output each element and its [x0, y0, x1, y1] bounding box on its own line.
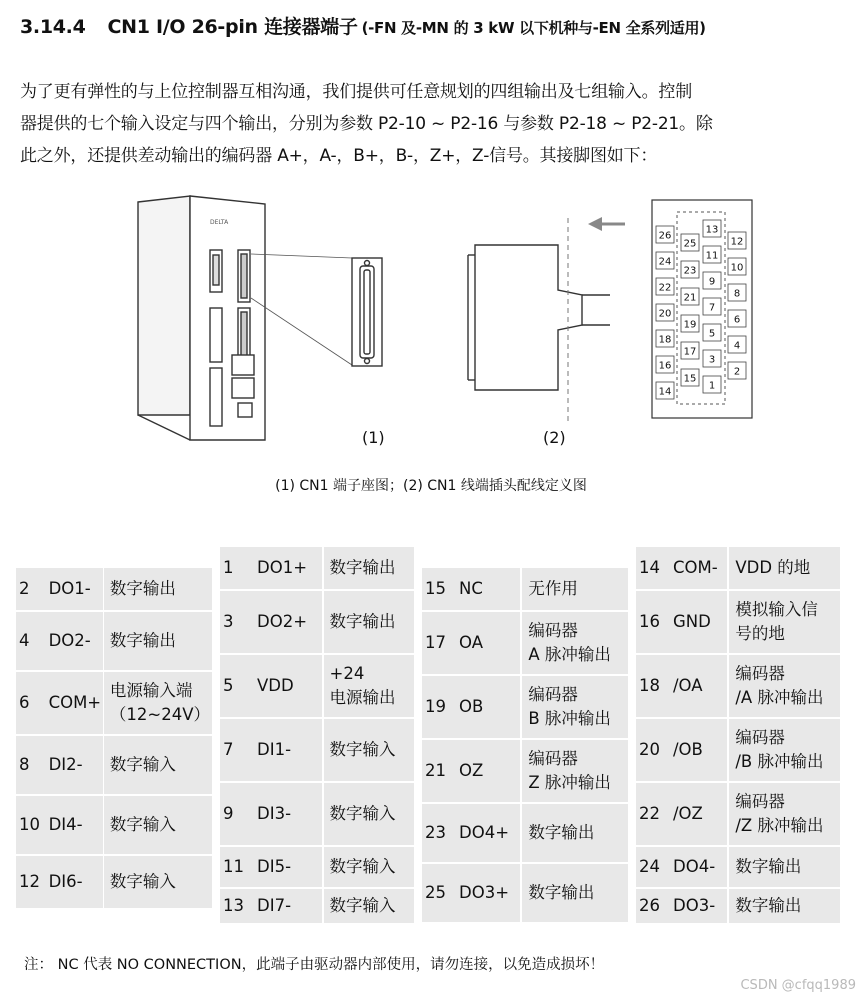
pin-row	[636, 847, 840, 887]
pin-row	[220, 655, 414, 717]
pin-signal-name: DO2-	[45, 612, 104, 670]
section-number: 3.14.4	[20, 16, 86, 38]
pin-description	[324, 547, 415, 589]
pin-table-col1	[16, 566, 212, 910]
pin-description	[729, 889, 840, 923]
pin-row	[16, 856, 212, 908]
pin-row	[422, 864, 628, 922]
section-heading	[20, 12, 850, 39]
pin-description	[729, 783, 840, 845]
pin-number: 20	[636, 719, 669, 781]
pin-signal-name: DO4-	[669, 847, 727, 887]
pin-label: 21	[683, 292, 697, 304]
footnote: 注： NC 代表 NO CONNECTION，此端子由驱动器内部使用，请勿连接，以免造成损坏！	[24, 957, 605, 973]
pin-row	[636, 547, 840, 589]
pin-number: 13	[220, 889, 253, 923]
pin-label: 13	[705, 224, 719, 236]
pin-number: 18	[636, 655, 669, 717]
pin-row	[636, 591, 840, 653]
pin-signal-name: DO1+	[253, 547, 322, 589]
pin-row	[220, 889, 414, 923]
pin-signal-name: /OZ	[669, 783, 727, 845]
pin-description	[522, 568, 628, 610]
pin-number: 24	[636, 847, 669, 887]
pin-signal-name: DO2+	[253, 591, 322, 653]
pin-number: 3	[220, 591, 253, 653]
pin-description	[729, 847, 840, 887]
pin-number: 26	[636, 889, 669, 923]
pin-signal-name: DO3+	[455, 864, 520, 922]
pin-description	[324, 783, 415, 845]
pin-description-line: 数字输出	[329, 612, 396, 631]
pin-description	[522, 612, 628, 674]
connector-illustration	[120, 190, 760, 460]
pin-table-col4	[636, 545, 840, 925]
pin-description-line: 编码器	[735, 792, 785, 811]
pin-row	[16, 612, 212, 670]
pin-row	[220, 547, 414, 589]
pin-label: 20	[658, 308, 672, 320]
pin-signal-name: DI3-	[253, 783, 322, 845]
pin-row	[422, 740, 628, 802]
cn1-plug-drawing	[468, 245, 610, 390]
pin-number: 6	[16, 672, 45, 734]
pin-number: 21	[422, 740, 455, 802]
pin-row	[220, 591, 414, 653]
pin-description-line: 数字输入	[329, 804, 396, 823]
pin-signal-name: DI5-	[253, 847, 322, 887]
pin-number: 22	[636, 783, 669, 845]
pin-label: 2	[733, 366, 741, 378]
pin-number: 4	[16, 612, 45, 670]
pin-description	[324, 889, 415, 923]
pin-signal-name: DO3-	[669, 889, 727, 923]
pin-description	[522, 676, 628, 738]
pin-description-line: 编码器	[528, 749, 578, 768]
paragraph-line: 为了更有弹性的与上位控制器互相沟通，我们提供可任意规划的四组输出及七组输入。控制	[20, 82, 692, 102]
pin-signal-name: COM+	[45, 672, 104, 734]
pin-row	[422, 804, 628, 862]
connector-figure	[120, 190, 760, 460]
pin-description-line: /A 脉冲输出	[735, 688, 824, 707]
pin-number: 16	[636, 591, 669, 653]
pin-label: 5	[708, 328, 716, 340]
pin-row	[220, 847, 414, 887]
pin-description-line: 数字输出	[528, 823, 595, 842]
pin-table-col2	[220, 545, 414, 925]
watermark: CSDN @cfqq1989	[740, 978, 856, 993]
pin-description	[729, 655, 840, 717]
pin-description-line: 数字输出	[329, 558, 396, 577]
pin-description	[104, 568, 212, 610]
pin-label: 22	[658, 282, 672, 294]
section-title: CN1 I/O 26-pin 连接器端子	[107, 16, 358, 38]
figure-caption: (1) CN1 端子座图；(2) CN1 线端插头配线定义图	[275, 478, 587, 494]
pin-signal-name: DI1-	[253, 719, 322, 781]
pin-signal-name: COM-	[669, 547, 727, 589]
pin-description-line: 号的地	[735, 624, 785, 643]
pin-row	[220, 783, 414, 845]
pin-number: 11	[220, 847, 253, 887]
pin-description	[104, 612, 212, 670]
pin-label: 24	[658, 256, 672, 268]
pin-description-line: 数字输入	[109, 755, 176, 774]
pin-number: 19	[422, 676, 455, 738]
pin-description-line: 数字输出	[109, 631, 176, 650]
pin-signal-name: NC	[455, 568, 520, 610]
pin-row	[16, 672, 212, 734]
pin-description-line: A 脉冲输出	[528, 645, 611, 664]
pin-description	[522, 804, 628, 862]
pin-description	[104, 736, 212, 794]
insertion-arrow	[588, 217, 625, 231]
pin-description-line: （12~24V）	[109, 705, 210, 724]
pin-number: 15	[422, 568, 455, 610]
pin-description-line: 电源输入端	[109, 681, 193, 700]
pin-description-line: 电源输出	[329, 688, 396, 707]
pin-label: 26	[658, 230, 672, 242]
pin-description-line: /B 脉冲输出	[735, 752, 824, 771]
pin-description-line: 数字输入	[109, 815, 176, 834]
pin-label: 14	[658, 386, 672, 398]
pin-label: 7	[708, 302, 716, 314]
pin-signal-name: /OB	[669, 719, 727, 781]
cn1-socket-drawing	[352, 258, 382, 366]
pin-description	[729, 547, 840, 589]
pin-label: 3	[708, 354, 716, 366]
pin-row	[636, 719, 840, 781]
pin-number: 8	[16, 736, 45, 794]
pin-description	[324, 591, 415, 653]
pin-label: 12	[730, 236, 744, 248]
intro-paragraph	[20, 76, 842, 172]
pin-description-line: 数字输出	[109, 579, 176, 598]
pin-description-line: 编码器	[528, 685, 578, 704]
pin-number: 17	[422, 612, 455, 674]
pin-label: 16	[658, 360, 672, 372]
pin-description-line: 数字输入	[329, 740, 396, 759]
pin-description-line: 数字输入	[329, 896, 396, 915]
pin-description-line: Z 脉冲输出	[528, 773, 611, 792]
pin-row	[220, 719, 414, 781]
figure-label-2: (2)	[543, 428, 566, 447]
pin-number: 1	[220, 547, 253, 589]
pin-description-line: 数字输入	[329, 857, 396, 876]
pin-description	[324, 719, 415, 781]
zoom-lines	[251, 254, 352, 365]
pin-row	[16, 796, 212, 854]
paragraph-line: 器提供的七个输入设定与四个输出，分别为参数 P2-10 ~ P2-16 与参数 P2-18 ~ P2-21。除	[20, 114, 713, 134]
pin-signal-name: OB	[455, 676, 520, 738]
pin-description-line: +24	[329, 664, 365, 683]
pin-signal-name: GND	[669, 591, 727, 653]
pin-description-line: 数字输出	[528, 883, 595, 902]
section-subtitle: (-FN 及-MN 的 3 kW 以下机种与-EN 全系列适用)	[361, 19, 706, 37]
figure-label-1: (1)	[362, 428, 385, 447]
pin-row	[636, 655, 840, 717]
pin-label: 17	[683, 346, 697, 358]
pin-description	[104, 796, 212, 854]
pin-number: 12	[16, 856, 45, 908]
pin-number: 2	[16, 568, 45, 610]
pin-description-line: 编码器	[528, 621, 578, 640]
pin-description-line: 数字输出	[735, 896, 802, 915]
pin-number: 7	[220, 719, 253, 781]
pin-signal-name: DI7-	[253, 889, 322, 923]
pin-label: 25	[683, 238, 697, 250]
pin-signal-name: OZ	[455, 740, 520, 802]
pin-signal-name: DI4-	[45, 796, 104, 854]
pin-signal-name: DO4+	[455, 804, 520, 862]
pin-label: 1	[708, 380, 716, 392]
pin-label: 15	[683, 373, 697, 385]
pin-description-line: /Z 脉冲输出	[735, 816, 824, 835]
pin-number: 5	[220, 655, 253, 717]
pin-signal-name: /OA	[669, 655, 727, 717]
pin-number: 9	[220, 783, 253, 845]
pin-description	[729, 591, 840, 653]
pin-description	[104, 856, 212, 908]
pin-layout-diagram	[652, 200, 752, 418]
pin-description	[522, 864, 628, 922]
pin-number: 14	[636, 547, 669, 589]
pin-signal-name: DO1-	[45, 568, 104, 610]
servo-drive-drawing	[138, 196, 265, 440]
pin-description-line: 无作用	[528, 579, 578, 598]
pin-signal-name: DI2-	[45, 736, 104, 794]
pin-description-line: 编码器	[735, 728, 785, 747]
pin-description	[729, 719, 840, 781]
pin-number: 25	[422, 864, 455, 922]
pin-label: 4	[733, 340, 741, 352]
svg-text:DELTA: DELTA	[210, 219, 229, 226]
pin-description	[324, 655, 415, 717]
pin-row	[636, 889, 840, 923]
pin-signal-name: VDD	[253, 655, 322, 717]
paragraph-line: 此之外，还提供差动输出的编码器 A+，A-，B+，B-，Z+，Z-信号。其接脚图如下：	[20, 146, 658, 166]
pin-label: 11	[705, 250, 719, 262]
pin-label: 18	[658, 334, 672, 346]
pin-signal-name: DI6-	[45, 856, 104, 908]
pin-row	[16, 568, 212, 610]
pin-row	[16, 736, 212, 794]
pin-label: 23	[683, 265, 697, 277]
pin-description	[104, 672, 212, 734]
pin-description	[522, 740, 628, 802]
pin-label: 6	[733, 314, 741, 326]
pin-table-col3	[422, 566, 628, 924]
pin-row	[422, 612, 628, 674]
pin-description-line: 模拟输入信	[735, 600, 818, 619]
pin-row	[422, 676, 628, 738]
pin-description	[324, 847, 415, 887]
pin-number: 23	[422, 804, 455, 862]
pin-label: 10	[730, 262, 744, 274]
pin-description-line: 数字输出	[735, 857, 802, 876]
pin-description-line: 数字输入	[109, 872, 176, 891]
pin-label: 19	[683, 319, 697, 331]
pin-label: 9	[708, 276, 716, 288]
pin-number: 10	[16, 796, 45, 854]
pin-signal-name: OA	[455, 612, 520, 674]
pin-label: 8	[733, 288, 741, 300]
pin-description-line: B 脉冲输出	[528, 709, 611, 728]
pin-row	[636, 783, 840, 845]
pin-row	[422, 568, 628, 610]
pin-description-line: VDD 的地	[735, 558, 811, 577]
pin-description-line: 编码器	[735, 664, 785, 683]
